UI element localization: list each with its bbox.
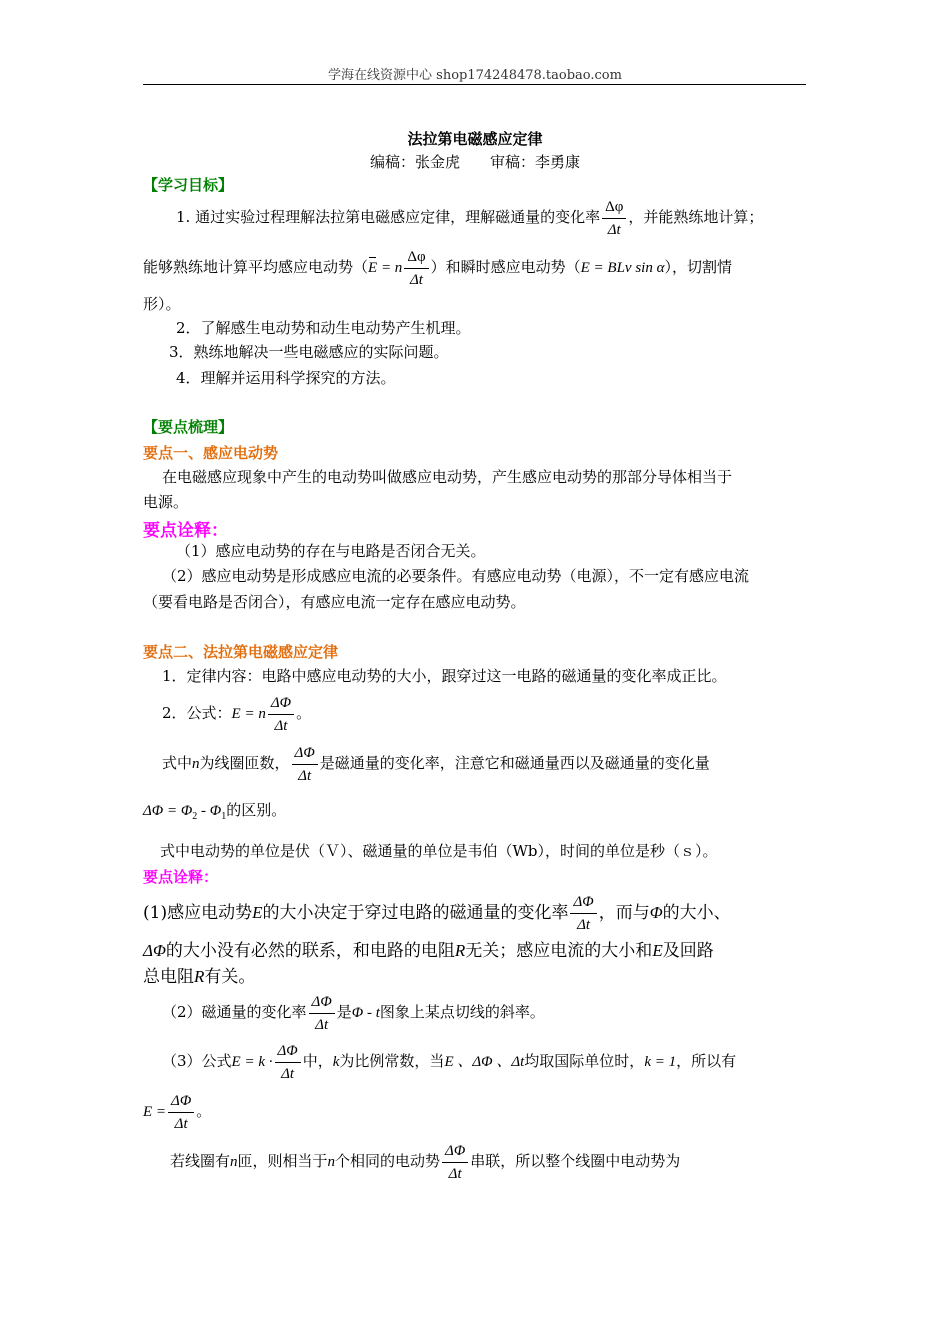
item-1-text-e: 的大小没有必然的联系，和电路的电阻: [165, 941, 455, 961]
final-text-a: 若线圈有: [170, 1152, 231, 1170]
formula-E-k: E = k ·: [231, 1054, 273, 1070]
equals-n: = n: [377, 260, 403, 276]
fraction-denominator: Δt: [577, 917, 591, 933]
fraction-numerator: ΔΦ: [570, 892, 596, 914]
item-1-text-b: 的大小决定于穿过电路的磁通量的变化率: [262, 903, 569, 923]
fraction-numerator: Δφ: [404, 247, 428, 269]
si-units-list: E 、ΔΦ 、Δt: [444, 1054, 525, 1070]
fraction-numerator: ΔΦ: [292, 743, 318, 765]
item-3-end: 。: [196, 1102, 212, 1120]
item-1-text-h: 总电阻: [143, 967, 194, 987]
k-equals-1: k = 1: [644, 1054, 677, 1070]
fraction-numerator: ΔΦ: [275, 1041, 301, 1063]
goal-1-text-a: 1. 通过实验过程理解法拉第电磁感应定律，理解磁通量的变化率: [176, 208, 601, 226]
fraction-denominator: Δt: [281, 1065, 295, 1082]
goal-2: 2．了解感生电动势和动生电动势产生机理。: [176, 319, 471, 337]
fraction-denominator: Δt: [315, 1016, 329, 1033]
goal-3: 3．熟练地解决一些电磁感应的实际问题。: [169, 343, 449, 361]
explanation-text-d: 的区别。: [226, 801, 287, 819]
emf-average-symbol: E: [368, 260, 378, 276]
item-2-text-a: （2）磁通量的变化率: [162, 1003, 307, 1021]
goal-1-line-2: [143, 244, 732, 291]
fraction-denominator: Δt: [274, 717, 288, 734]
symbol-n-2: n: [230, 1154, 238, 1170]
final-line: [170, 1138, 680, 1185]
note-1-item-2b: （要看电路是否闭合），有感应电流一定存在感应电动势。: [143, 593, 526, 611]
item-3-text-c: 为比例常数，当: [339, 1052, 445, 1070]
symbol-n-3: n: [327, 1154, 336, 1170]
law-formula-lhs: E = n: [231, 706, 266, 722]
subscript-2: 2: [192, 811, 198, 822]
note-1-heading: 要点诠释：: [143, 521, 228, 541]
symbol-dPhi: ΔΦ: [143, 941, 166, 960]
delta-phi-formula: ΔΦ = Φ: [143, 803, 193, 819]
point-1-title: 要点一、感应电动势: [143, 444, 279, 462]
explanation-line-2: [143, 800, 286, 827]
document-authors: 编稿：张金虎 审稿：李勇康: [369, 153, 580, 171]
goal-4: 4．理解并运用科学探究的方法。: [176, 369, 396, 387]
fraction-numerator: ΔΦ: [268, 693, 294, 715]
symbol-R: R: [454, 941, 466, 960]
fraction-numerator: ΔΦ: [442, 1141, 468, 1163]
symbol-k: k: [332, 1054, 340, 1070]
goal-1-line-3: 形）。: [143, 295, 181, 313]
fraction-dPhi-dt: [268, 693, 294, 736]
explanation-line-1: [162, 740, 710, 787]
note-2-item-1-line-1: [143, 890, 731, 936]
fraction-denominator: Δt: [607, 221, 621, 238]
item-2-text-c: 图象上某点切线的斜率。: [379, 1003, 545, 1021]
instant-emf-formula: E = BLv sin α: [580, 260, 665, 276]
law-formula-end: 。: [296, 704, 312, 722]
goal-1-text-d: ）和瞬时感应电动势（: [430, 258, 581, 276]
formula-E-equals: E =: [143, 1104, 167, 1120]
item-2-text-b: 是: [336, 1003, 352, 1021]
item-1-text-c: ，而与: [598, 903, 650, 923]
law-formula-line: [162, 690, 311, 737]
goal-1-line-1: [176, 194, 763, 240]
item-1-text-d: 的大小、: [662, 903, 731, 923]
item-3-text-b: 中，: [302, 1052, 333, 1070]
note-1-item-2a: （2）感应电动势是形成感应电流的必要条件。有感应电动势（电源），不一定有感应电流: [162, 567, 750, 585]
item-3-text-e: ，所以有: [676, 1052, 737, 1070]
minus-phi-1: - Φ: [197, 803, 222, 819]
fraction-dPhi-dt-2: [292, 743, 318, 786]
point-1-line-2: 电源。: [143, 493, 189, 511]
symbol-Phi: Φ: [649, 903, 663, 922]
note-2-item-1-line-3: [143, 966, 255, 988]
fraction-dPhi-dt-6: [168, 1091, 194, 1134]
note-2-item-2: [162, 989, 545, 1036]
symbol-E-2: E: [652, 941, 663, 960]
fraction-dPhi-dt-7: [442, 1141, 468, 1184]
symbol-E: E: [252, 903, 263, 922]
item-3-text-a: （3）公式: [162, 1052, 232, 1070]
symbol-R-2: R: [194, 967, 205, 986]
document-title: 法拉第电磁感应定律: [407, 130, 543, 148]
explanation-text-b: 为线圈匝数，: [199, 754, 290, 772]
note-2-item-3-line-1: [162, 1038, 736, 1085]
final-text-c: 个相同的电动势: [335, 1152, 441, 1170]
section-goals-heading: 【学习目标】: [143, 176, 234, 194]
fraction-denominator: Δt: [448, 1165, 462, 1182]
goal-1-text-b: ，并能熟练地计算；: [628, 208, 764, 226]
fraction-dphi-dt: [602, 197, 626, 240]
symbol-n: n: [192, 756, 200, 772]
section-outline-heading: 【要点梳理】: [143, 418, 234, 436]
page-header: 学海在线资源中心 shop174248478.taobao.com: [328, 68, 622, 83]
fraction-numerator: ΔΦ: [309, 992, 335, 1014]
item-1-text-a: (1)感应电动势: [143, 903, 253, 923]
fraction-dPhi-dt-4: [309, 992, 335, 1035]
law-formula-label: 2．公式：: [162, 704, 232, 722]
item-3-text-d: 均取国际单位时，: [524, 1052, 645, 1070]
note-2-item-3-line-2: [143, 1088, 211, 1135]
point-1-line-1: 在电磁感应现象中产生的电动势叫做感应电动势，产生感应电动势的那部分导体相当于: [162, 468, 733, 486]
item-1-text-i: 有关。: [204, 967, 256, 987]
fraction-dPhi-dt-3: [570, 892, 596, 935]
subscript-1: 1: [221, 811, 227, 822]
fraction-numerator: ΔΦ: [168, 1091, 194, 1113]
fraction-dPhi-dt-5: [275, 1041, 301, 1084]
note-2-item-1-line-2: [143, 940, 714, 962]
fraction-dphi-dt-2: [404, 247, 428, 290]
fraction-denominator: Δt: [298, 767, 312, 784]
fraction-numerator: Δφ: [602, 197, 626, 219]
law-content: 1．定律内容：电路中感应电动势的大小，跟穿过这一电路的磁通量的变化率成正比。: [162, 667, 727, 685]
fraction-denominator: Δt: [409, 271, 423, 288]
units-line: 式中电动势的单位是伏（Ｖ）、磁通量的单位是韦伯（Wb），时间的单位是秒（ｓ）。: [160, 842, 718, 860]
phi-t-graph: Φ - t: [351, 1005, 380, 1021]
final-text-b: 匝，则相当于: [237, 1152, 328, 1170]
final-text-d: 串联，所以整个线圈中电动势为: [470, 1152, 681, 1170]
item-1-text-g: 及回路: [662, 941, 714, 961]
note-1-item-1: （1）感应电动势的存在与电路是否闭合无关。: [176, 542, 486, 560]
goal-1-text-e: ），切割情: [664, 258, 732, 276]
fraction-denominator: Δt: [174, 1115, 188, 1132]
goal-1-text-c: 能够熟练地计算平均感应电动势（: [143, 258, 369, 276]
item-1-text-f: 无关；感应电流的大小和: [465, 941, 653, 961]
explanation-text-a: 式中: [162, 754, 193, 772]
point-2-title: 要点二、法拉第电磁感应定律: [143, 643, 339, 661]
explanation-text-c: 是磁通量的变化率，注意它和磁通量西以及磁通量的变化量: [319, 754, 710, 772]
header-rule: [143, 84, 806, 85]
note-2-heading: 要点诠释：: [143, 868, 219, 886]
